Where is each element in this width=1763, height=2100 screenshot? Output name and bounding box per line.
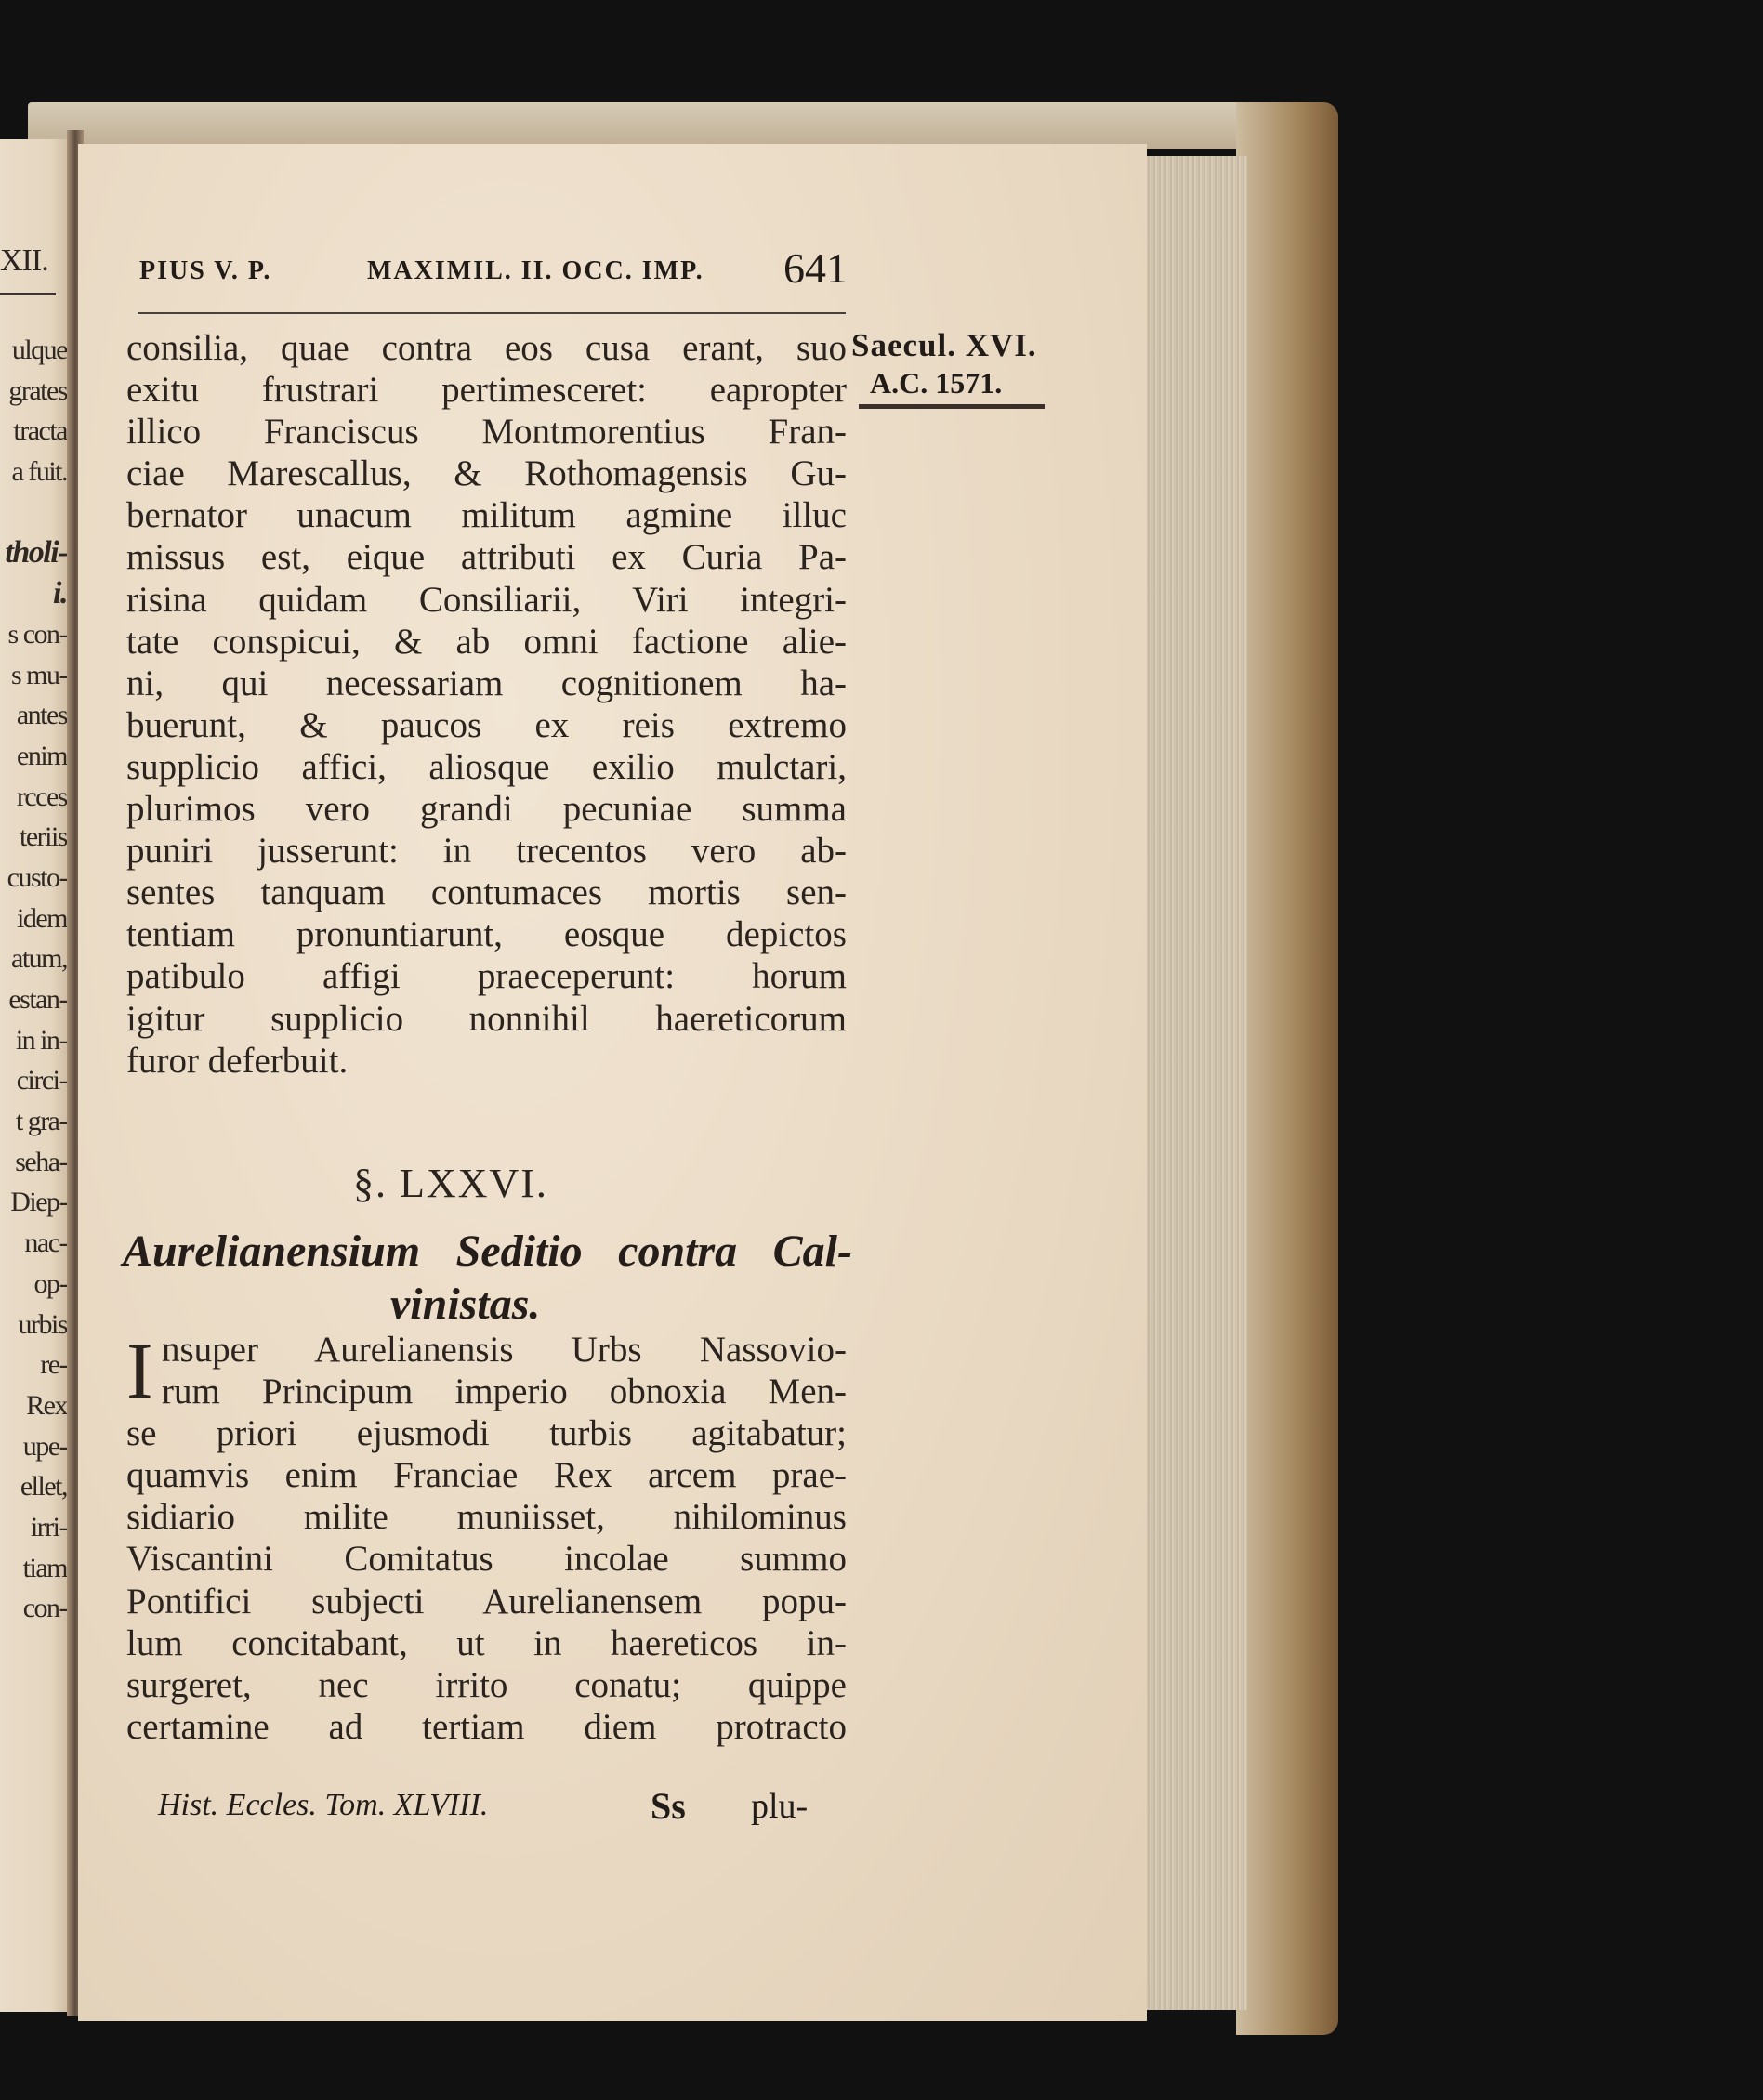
text-line: Viscantini Comitatus incolae summo [126,1539,847,1580]
signature-mark: Ss [651,1785,686,1827]
text-line: patibulo affigi praeceperunt: horum [126,956,847,997]
text-line: quamvis enim Franciae Rex arcem prae- [126,1455,847,1496]
left-page-line: irri- [30,1511,67,1542]
text-line: surgeret, nec irrito conatu; quippe [126,1664,847,1705]
left-page-line: tiam [22,1552,67,1583]
header-rule [138,312,846,314]
left-page-sliver [0,139,72,2012]
left-page-line: ellet, [20,1471,67,1503]
text-line: exitu frustrari pertimesceret: eapropter [126,370,847,411]
text-line: tentiam pronuntiarunt, eosque depictos [126,914,847,955]
left-page-line: s con- [7,618,67,650]
left-page-line: Diep- [10,1187,67,1218]
left-page-line: seha- [15,1146,67,1177]
left-page-line: rcces [16,781,67,812]
text-line: Pontifici subjecti Aurelianensem popu- [126,1581,847,1621]
page-edges [1136,156,1247,2010]
page-footer [158,1782,846,1834]
text-line: nsuper Aurelianensis Urbs Nassovio- [162,1330,847,1370]
left-page-line: grates [8,374,67,406]
text-line: buerunt, & paucos ex reis extremo [126,704,847,745]
left-page-header: XII. [0,243,48,278]
book-cover-top [28,102,1324,149]
footer-title: Hist. Eccles. Tom. XLVIII. [158,1788,489,1822]
left-page-line: antes [16,700,67,731]
left-page-line: atum, [11,943,67,975]
running-head-left: PIUS V. P. [139,256,272,285]
left-page-line: circi- [16,1065,67,1096]
left-page-line: idem [17,902,67,934]
page-number: 641 [783,244,848,292]
text-line: risina quidam Consiliarii, Viri integri- [126,579,847,620]
text-line: sidiario milite muniisset, nihilominus [126,1497,847,1538]
running-head-center: MAXIMIL. II. OCC. IMP. [367,256,704,285]
section-number: §. LXXVI. [353,1161,548,1206]
catchword: plu- [751,1787,809,1826]
text-line: se priori ejusmodi turbis agitabatur; [126,1413,847,1454]
left-page-line: teriis [20,821,67,853]
body-text [126,327,847,1082]
text-line: plurimos vero grandi pecuniae summa [126,789,847,830]
body-text-2-lines [126,1326,847,1748]
text-line: supplicio affici, aliosque exilio mulctari, [126,746,847,787]
body-text-2 [126,1326,847,1748]
text-line: lum concitabant, ut in haereticos in- [126,1622,847,1663]
left-page-line: upe- [22,1430,67,1462]
text-line: ni, qui necessariam cognitionem ha- [126,663,847,703]
section-title-line1: Aurelianensium Seditio contra Cal- [123,1227,852,1276]
left-page-line: i. [53,576,67,611]
text-line: tate conspicui, & ab omni factione alie- [126,621,847,662]
drop-cap: I [126,1326,153,1415]
text-line: bernator unacum militum agmine illuc [126,495,847,536]
margin-note [851,327,1056,409]
left-page-line: s mu- [11,659,67,690]
left-page-line: re- [40,1349,67,1381]
text-line: puniri jusserunt: in trecentos vero ab- [126,831,847,872]
left-page-line: tholi- [5,535,67,571]
left-page-line: op- [33,1267,67,1299]
left-page-rule [0,293,56,295]
text-line: furor deferbuit. [126,1040,349,1081]
left-page-lines [0,330,67,1629]
text-line: certamine ad tertiam diem protracto [126,1706,847,1747]
left-page-line: urbis [18,1308,67,1340]
text-line: igitur supplicio nonnihil haereticorum [126,998,847,1039]
margin-note-rule [859,404,1045,409]
left-page-line: a fuit. [11,456,67,488]
text-line: illico Franciscus Montmorentius Fran- [126,412,847,453]
text-line: sentes tanquam contumaces mortis sen- [126,873,847,913]
left-page-line: Rex [26,1389,67,1421]
margin-note-year: A.C. 1571. [870,366,1003,400]
left-page-line: custo- [7,861,67,893]
section-title-line2: vinistas. [390,1280,541,1329]
left-page-line: t gra- [15,1106,67,1137]
running-head [139,243,864,299]
left-page-line [0,492,67,533]
text-line: rum Principum imperio obnoxia Men- [162,1372,847,1412]
left-page-line: enim [17,740,67,771]
left-page-line: con- [22,1593,67,1624]
text-line: missus est, eique attributi ex Curia Pa- [126,537,847,578]
left-page-line: ulque [11,335,67,365]
left-page-line: tracta [13,415,67,447]
left-page-line: in in- [15,1024,67,1056]
text-line: consilia, quae contra eos cusa erant, suo [126,328,847,368]
book-cover-right [1236,102,1338,2035]
left-page-line: estan- [8,984,67,1015]
text-line: ciae Marescallus, & Rothomagensis Gu- [126,453,847,494]
left-page-line: nac- [24,1227,67,1259]
margin-note-century: Saecul. XVI. [851,327,1037,363]
